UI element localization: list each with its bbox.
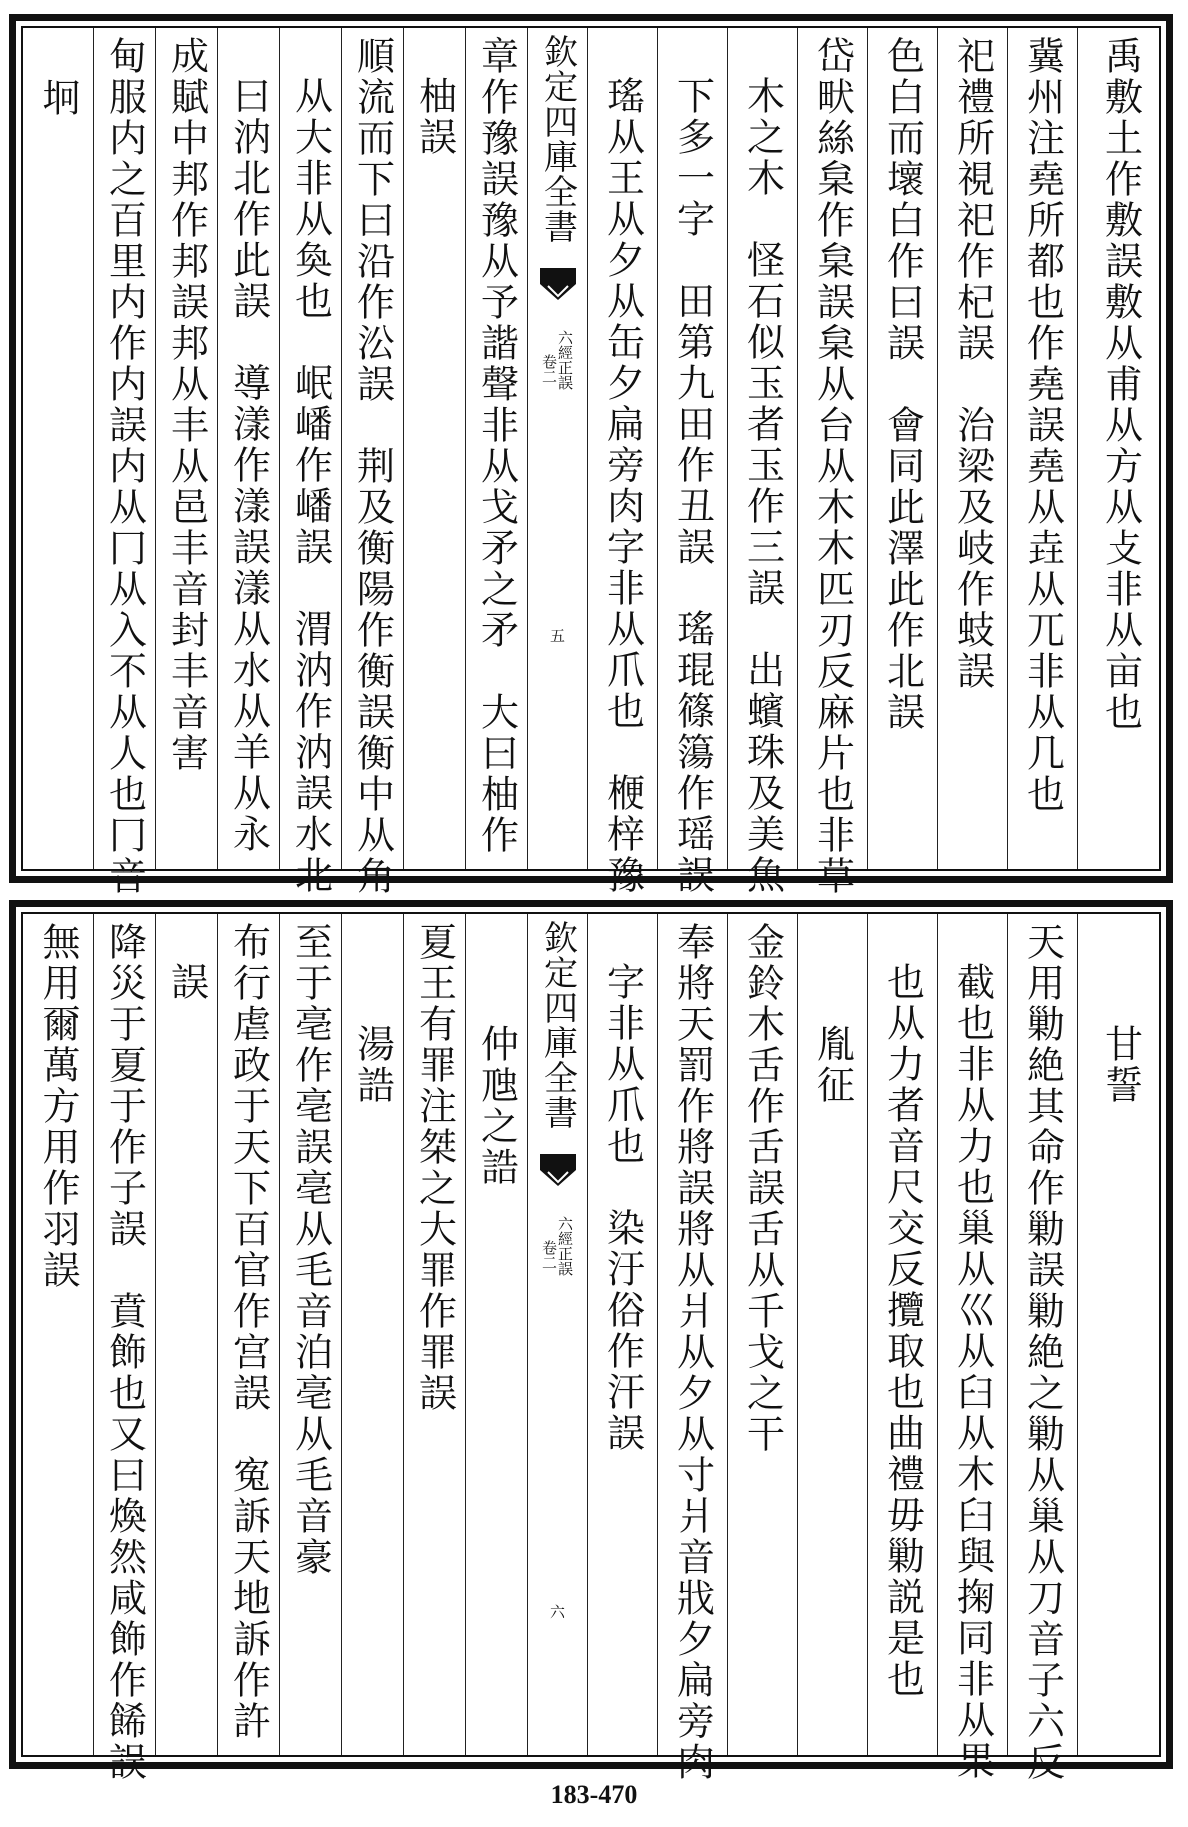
bottom-spine-title: 欽定四庫全書 [537, 920, 578, 1130]
top-col-r3-text: 祀禮所視祀作杞誤 治梁及岐作蚑誤 [950, 36, 995, 692]
top-col-r1 [1077, 28, 1163, 869]
bottom-col-l5-text: 布行虐政于天下百官作宫誤 寃訴天地訴作許 [226, 922, 271, 1742]
bottom-col-r8 [587, 914, 657, 1755]
bottom-col-l4 [279, 914, 341, 1755]
bottom-col-r8-text: 字非从爪也 染汙俗作汗誤 [600, 962, 645, 1454]
fish-tail-mark-icon [538, 1152, 578, 1192]
top-col-l2 [403, 28, 465, 869]
top-col-r5-text: 岱畎絲枲作枲誤枲从台从木木匹刃反麻片也非草 [810, 36, 855, 897]
bottom-col-r7 [657, 914, 727, 1783]
top-col-l1 [465, 28, 527, 869]
bottom-col-l2-text: 夏王有罪注桀之大罪作罪誤 [412, 922, 457, 1414]
top-col-l5 [217, 28, 279, 869]
bottom-page-frame [21, 912, 1161, 1783]
top-col-l1-text: 章作豫誤豫从予諧聲非从戈矛之矛 大曰柚作 [474, 36, 519, 856]
top-col-r7 [657, 28, 727, 896]
bottom-col-r2 [1007, 914, 1077, 1783]
bottom-col-l7-text: 降災于夏于作子誤 賁飾也又曰煥然咸飾作餙誤 [102, 922, 147, 1783]
top-col-r8-text: 瑤从王从夕从缶夕扁旁肉字非从爪也 楩梓豫 [600, 76, 645, 896]
top-col-r6 [727, 28, 797, 896]
top-col-l4 [279, 28, 341, 896]
top-col-l7 [93, 28, 155, 897]
bottom-spine-page-number: 六 [548, 1604, 566, 1619]
top-spine-book: 六經正誤 [556, 330, 574, 390]
bottom-col-r2-text: 天用勦絶其命作勦誤勦絶之勦从巢从刀音子六反 [1020, 922, 1065, 1783]
bottom-col-l5 [217, 914, 279, 1755]
top-spine-volume: 卷二 [540, 354, 558, 384]
bottom-col-r1 [1077, 914, 1163, 1755]
bottom-col-r4 [867, 914, 937, 1755]
top-col-r1-text: 禹敷土作敷誤敷从甫从方从攴非从亩也 [1098, 36, 1143, 733]
bottom-col-l7 [93, 914, 155, 1783]
bottom-col-r5-text: 胤征 [810, 1024, 855, 1106]
top-col-l5-text: 曰汭北作此誤 導漾作漾誤漾从水从羊从永 [226, 76, 271, 855]
bottom-col-r6-text: 金鈴木舌作舌誤舌从千戈之干 [740, 922, 785, 1455]
top-col-l4-text: 从大非从奐也 岷嶓作嶓誤 渭汭作汭誤水北 [288, 76, 333, 896]
bottom-col-r3 [937, 914, 1007, 1782]
top-col-r6-text: 木之木 怪石似玉者玉作三誤 出蠙珠及美魚 [740, 76, 785, 896]
top-col-r4 [867, 28, 937, 869]
bottom-col-r3-text: 截也非从力也巢从巛从臼从木臼與掬同非从果 [950, 962, 995, 1782]
top-col-l6 [155, 28, 217, 869]
top-col-r2 [1007, 28, 1077, 869]
top-col-r5 [797, 28, 867, 897]
fish-tail-mark-icon [538, 266, 578, 306]
bottom-col-l6 [155, 914, 217, 1755]
top-col-l6-text: 成賦中邦作邦誤邦从丰从邑丰音封丰音害 [164, 36, 209, 774]
bottom-col-r1-text: 甘誓 [1098, 1024, 1143, 1106]
bottom-col-l6-text: 誤 [164, 962, 209, 1003]
top-col-l2-text: 柚誤 [412, 76, 457, 158]
top-col-r8 [587, 28, 657, 896]
bottom-col-l3 [341, 914, 403, 1755]
bottom-page [9, 900, 1173, 1783]
page-footer-number: 183-470 [550, 1780, 638, 1809]
bottom-col-r4-text: 也从力者音尺交反攬取也曲禮毋勦説是也 [880, 962, 925, 1700]
top-page [9, 14, 1173, 897]
bottom-spine-book: 六經正誤 [556, 1216, 574, 1276]
top-spine-page-number: 五 [548, 628, 566, 643]
top-col-r3 [937, 28, 1007, 869]
top-col-r7-text: 下多一字 田第九田作丑誤 瑤琨篠簜作瑶誤 [670, 76, 715, 896]
bottom-col-l2 [403, 914, 465, 1755]
bottom-col-l1 [465, 914, 527, 1755]
top-spine [527, 28, 587, 869]
bottom-col-r7-text: 奉將天罰作將誤將从爿从夕从寸爿音戕夕扁旁肉 [670, 922, 715, 1783]
bottom-col-l8-text: 無用爾萬方用作羽誤 [36, 922, 80, 1291]
bottom-col-r6 [727, 914, 797, 1755]
top-col-r4-text: 色白而壞白作曰誤 會同此澤此作北誤 [880, 36, 925, 733]
bottom-col-l3-text: 湯誥 [350, 1024, 395, 1106]
top-col-l8-text: 坰 [36, 78, 80, 119]
top-col-l3 [341, 28, 403, 897]
top-page-frame [21, 26, 1161, 897]
top-col-l3-text: 順流而下曰沿作㳂誤 荆及衡陽作衡誤衡中从角 [350, 36, 395, 897]
bottom-col-r5 [797, 914, 867, 1755]
bottom-col-l8 [23, 914, 93, 1755]
bottom-col-l4-text: 至于亳作亳誤亳从毛音泊亳从毛音豪 [288, 922, 333, 1578]
bottom-spine [527, 914, 587, 1755]
bottom-spine-volume: 卷二 [540, 1240, 558, 1270]
bottom-col-l1-text: 仲虺之誥 [474, 1024, 519, 1188]
top-spine-title: 欽定四庫全書 [537, 34, 578, 244]
top-col-l7-text: 甸服内之百里内作内誤内从冂从入不从人也冂音 [102, 36, 147, 897]
top-col-l8 [23, 28, 93, 869]
top-col-r2-text: 冀州注堯所都也作堯誤堯从垚从兀非从几也 [1020, 36, 1065, 815]
